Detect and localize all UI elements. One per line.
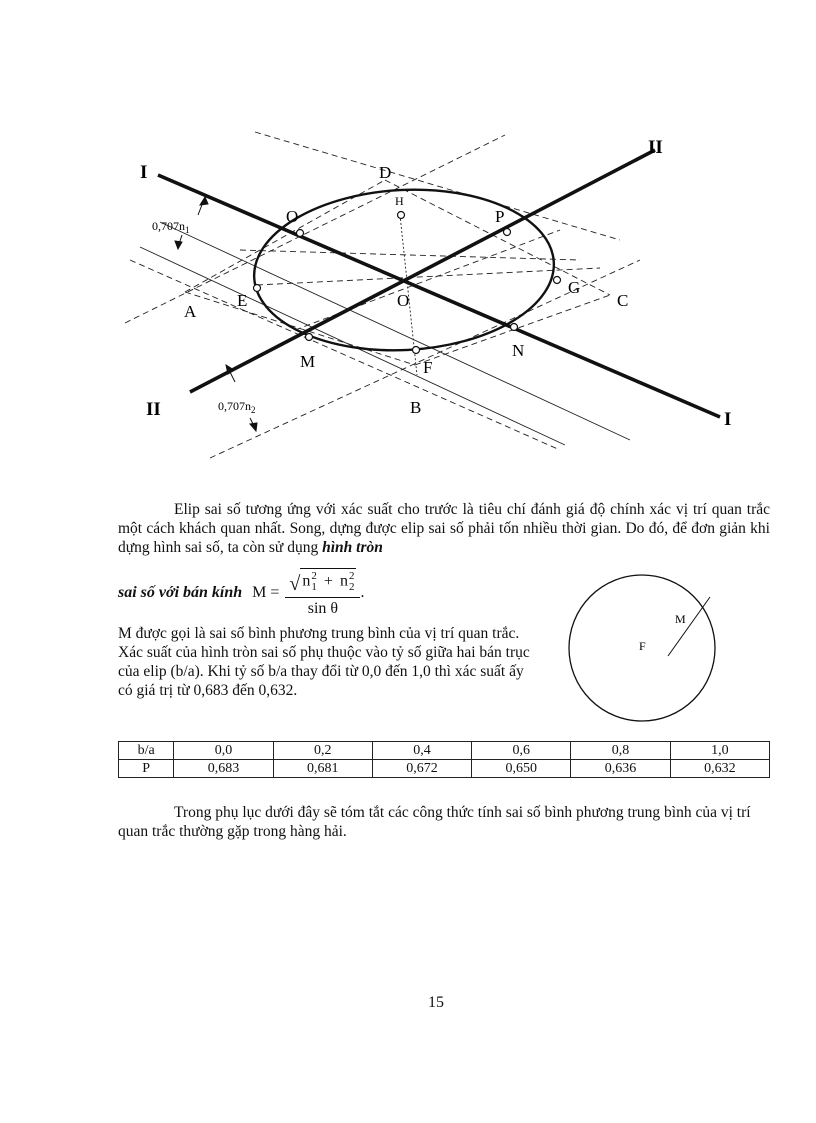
error-ellipse-diagram (120, 120, 740, 470)
dashed-line-EG (240, 250, 580, 260)
label-F: F (423, 358, 433, 377)
arrowhead-n1-bottom (175, 241, 182, 249)
label-G: G (568, 278, 581, 297)
table-cell: 0,4 (372, 742, 471, 760)
formula-fraction (285, 568, 360, 618)
label-D: D (379, 163, 392, 182)
label-E: E (237, 291, 248, 310)
sqrt-symbol: √ (289, 573, 301, 595)
position-line-II (190, 150, 655, 392)
point-N (511, 324, 518, 331)
table-cell: 0,636 (571, 760, 670, 778)
label-I-left: I (140, 162, 148, 183)
table-cell: 0,8 (571, 742, 670, 760)
formula-numerator (285, 568, 360, 598)
point-M (306, 334, 313, 341)
paragraph-ellipse-intro (118, 500, 770, 557)
arrowhead-n2-top (226, 365, 234, 374)
dashed-line-top (255, 132, 620, 240)
label-distance-n2: $0,707n_2$ (218, 399, 256, 415)
formula-emphasis: sai số với bán kính (118, 584, 243, 601)
table-row-probability (119, 760, 770, 778)
arrowhead-n2-bottom (250, 423, 257, 431)
probability-table (118, 741, 770, 778)
radius-line-M (668, 597, 710, 656)
table-cell: 0,632 (670, 760, 769, 778)
label-II-right: II (648, 137, 663, 158)
label-distance-n1: $0,707n_1$ (152, 219, 190, 235)
point-O-top (297, 230, 304, 237)
circle-label-F: F (639, 639, 646, 653)
table-cell: 0,681 (273, 760, 372, 778)
circle-label-M: M (675, 612, 686, 626)
label-A: A (184, 302, 197, 321)
formula-denominator: sin θ (307, 600, 339, 617)
label-I-right: I (724, 409, 732, 430)
paragraph-circle-description: M được gọi là sai số bình phương trung bình của vị trí quan trắc. Xác suất của hình tròn sai số phụ thuộc vào tỷ số giữa hai bán trục của elip (b/a). Khi tỷ số b/a thay đổi từ 0,0 đến 1,0 thì xác suất ấy có giá trị từ 0,683 đến 0,632. (118, 625, 530, 699)
page-number: 15 (428, 994, 444, 1011)
label-N: N (512, 341, 525, 360)
dashed-line-left-lower (130, 260, 560, 450)
table-row-ratio (119, 742, 770, 760)
formula-lhs: M = (252, 584, 280, 601)
point-E (254, 285, 261, 292)
point-H (398, 212, 405, 219)
arrowhead-n1-top (200, 197, 208, 205)
point-G (554, 277, 561, 284)
paragraph-appendix-note: Trong phụ lục dưới đây sẽ tóm tắt các công thức tính sai số bình phương trung bình của vị trí quan trắc thường gặp trong hàng hải. (118, 804, 751, 840)
paragraph1-text: Elip sai số tương ứng với xác suất cho trước là tiêu chí đánh giá độ chính xác vị trí quan trắc một cách khách quan nhất. Song, dựng được elip sai số phải tốn nhiều thời gian. Do đó, để đơn giản khi dựng hình sai số, ta còn sử dụng (118, 501, 770, 556)
table-cell: 0,2 (273, 742, 372, 760)
label-C: C (617, 291, 629, 310)
formula-radicand: n 2 1 + n 2 2 (302, 570, 355, 593)
paragraph1-emphasis: hình tròn (322, 539, 383, 556)
table-cell: P (119, 760, 174, 778)
label-O-center: O (397, 291, 410, 310)
error-circle-figure (560, 570, 730, 730)
label-II-left: II (146, 399, 161, 420)
table-cell: 0,650 (472, 760, 571, 778)
table-cell: 0,683 (174, 760, 273, 778)
point-F (413, 347, 420, 354)
table-cell: 0,0 (174, 742, 273, 760)
table-cell: 1,0 (670, 742, 769, 760)
label-B: B (410, 398, 422, 417)
label-O-top: O (286, 207, 299, 226)
table-cell: b/a (119, 742, 174, 760)
label-P: P (495, 207, 505, 226)
dashed-line-major-axis (257, 268, 600, 285)
label-M: M (300, 352, 316, 371)
formula-line: sai số với bán kính M = √ n 2 1 + n 2 2 sin θ . (118, 570, 365, 617)
table-cell: 0,672 (372, 760, 471, 778)
table-cell: 0,6 (472, 742, 571, 760)
label-H: H (395, 194, 404, 208)
point-P (504, 229, 511, 236)
